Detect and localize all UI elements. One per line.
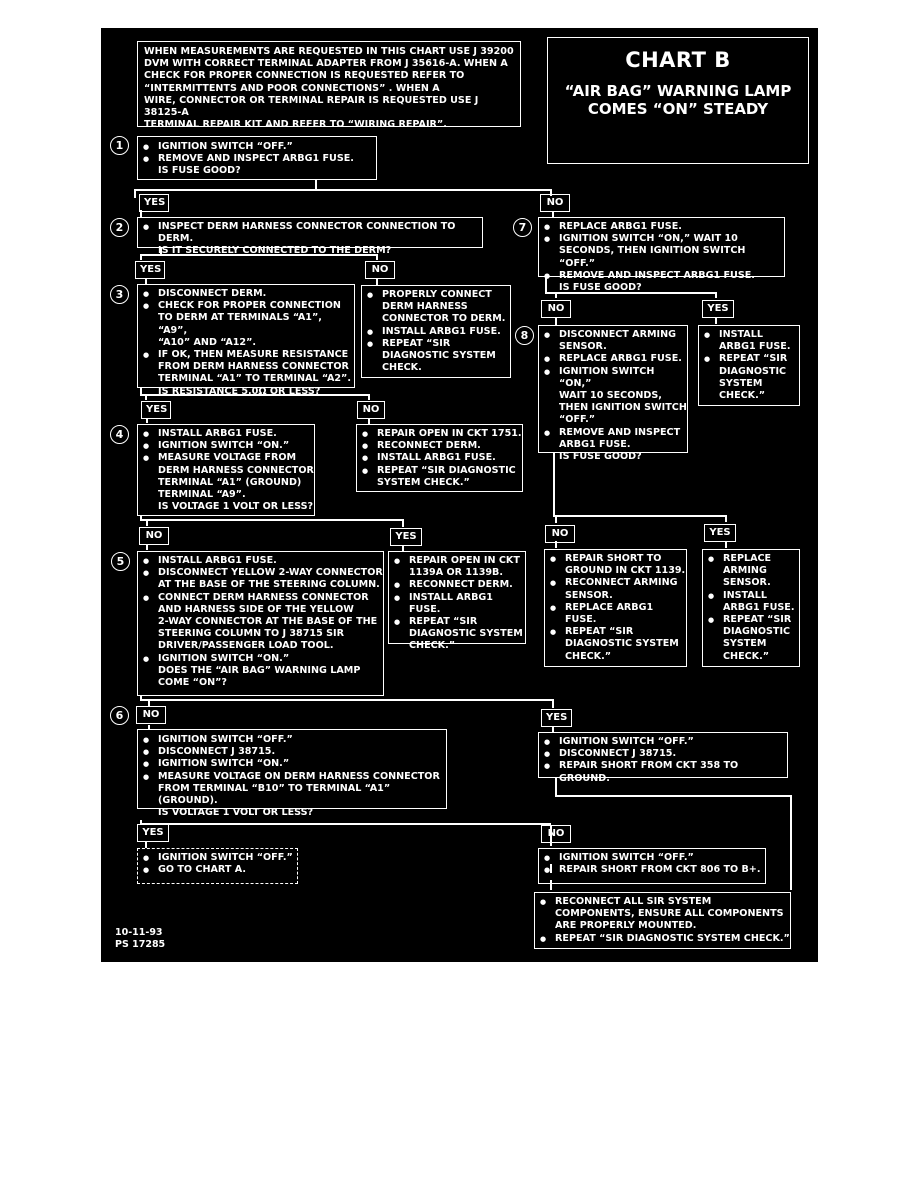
step-text-line: ● REPEAT “SIR <box>565 626 634 638</box>
step-bullet-item <box>138 221 482 258</box>
step-text-line: CHECK.” <box>723 650 770 662</box>
step-bullet-list <box>138 141 376 178</box>
step-text-line: ● RECONNECT ARMING <box>565 577 678 589</box>
step-text-line: TO DERM AT TERMINALS “A1”, “A9”, <box>158 312 322 336</box>
step-text-line: SENSOR. <box>723 577 771 589</box>
step-text-line: ● REPEAT “SIR DIAGNOSTIC SYSTEM CHECK.” <box>555 932 790 944</box>
step-bullet-item <box>357 465 522 489</box>
step-text-line: WAIT 10 SECONDS, <box>559 390 662 402</box>
step-text-line: GROUND IN CKT 1139. <box>565 565 686 577</box>
step-bullet-item <box>138 592 383 653</box>
step-text-line: DIAGNOSTIC <box>719 365 787 377</box>
step-bullet-list <box>703 553 799 663</box>
final-step-box <box>534 892 791 949</box>
intro-line: CHECK FOR PROPER CONNECTION IS REQUESTED REFER TO <box>144 70 465 82</box>
step-text-line: ● IGNITION SWITCH “ON.” <box>158 652 290 664</box>
step-bullet-item <box>539 760 787 784</box>
step-text-line: ● INSTALL ARBG1 FUSE. <box>158 428 277 439</box>
step-6-yes-box <box>137 848 298 884</box>
step-text-line: COMPONENTS, ENSURE ALL COMPONENTS <box>555 908 784 920</box>
step-bullet-list <box>539 329 687 463</box>
step-text-line: SYSTEM <box>723 638 767 650</box>
step-number-7: 7 <box>513 218 532 237</box>
step-text-line: SECONDS, THEN IGNITION SWITCH “OFF.” <box>559 245 746 269</box>
no-tag: NO <box>545 525 575 543</box>
step-bullet-item <box>389 579 525 591</box>
step-text-line: ● DISCONNECT J 38715. <box>559 748 677 760</box>
step-bullet-item <box>362 338 510 375</box>
step-bullet-list <box>545 553 686 663</box>
step-bullet-item <box>703 553 799 590</box>
step-bullet-list <box>539 852 765 876</box>
step-bullet-item <box>138 349 354 398</box>
step-text-line: “OFF.” <box>559 414 596 426</box>
step-text-line: ● REPEAT “SIR <box>719 353 788 365</box>
no-tag: NO <box>357 401 385 419</box>
footer-date: 10-11-93 <box>115 927 163 938</box>
step-bullet-item <box>389 555 525 579</box>
step-bullet-list <box>362 289 510 374</box>
step-text-line: ● REPAIR SHORT FROM CKT 806 TO B+. <box>559 864 761 876</box>
step-text-line: ● INSTALL ARBG1 FUSE. <box>377 452 496 464</box>
chart-subtitle-line2: COMES “ON” STEADY <box>587 100 769 118</box>
step-text-line: DIAGNOSTIC SYSTEM <box>565 638 679 650</box>
step-text-line: FROM TERMINAL “B10” TO TERMINAL “A1” (GROUND). <box>158 782 391 807</box>
step-bullet-item <box>357 428 522 440</box>
chart-title-box <box>547 37 809 164</box>
step-7-box <box>538 217 785 294</box>
yes-tag: YES <box>702 300 734 318</box>
step-bullet-item <box>539 427 687 464</box>
step-text-line: ● REPEAT “SIR <box>409 616 478 628</box>
step-text-line: ● MEASURE VOLTAGE FROM <box>158 452 297 464</box>
step-text-line: SYSTEM <box>719 377 763 389</box>
step-text-line: TERMINAL “A1” (GROUND) <box>158 476 302 488</box>
step-text-line: CHECK.” <box>409 640 456 652</box>
step-3-no-box <box>356 424 523 492</box>
step-bullet-item <box>389 616 525 653</box>
chart-subtitle-line1: “AIR BAG” WARNING LAMP <box>564 82 792 100</box>
step-text-line: ARBG1 FUSE. <box>559 438 631 450</box>
step-text-line: ● REPEAT “SIR DIAGNOSTIC <box>377 464 516 476</box>
step-text-line: ● REPEAT “SIR <box>382 337 451 349</box>
step-text-line: ● INSTALL <box>723 589 767 601</box>
step-text-line: ● IF OK, THEN MEASURE RESISTANCE <box>158 349 349 361</box>
yes-tag: YES <box>139 194 169 212</box>
step-text-line: ● IGNITION SWITCH “ON,” WAIT 10 <box>559 233 738 245</box>
step-text-line: ● IGNITION SWITCH “ON.” <box>158 440 290 452</box>
step-bullet-item <box>138 141 376 153</box>
step-bullet-item <box>535 933 790 945</box>
step-text-line: ARBG1 FUSE. <box>719 341 791 353</box>
step-bullet-item <box>539 329 687 353</box>
step-bullet-item <box>539 852 765 864</box>
step-bullet-item <box>362 289 510 326</box>
intro-line: WHEN MEASUREMENTS ARE REQUESTED IN THIS CHART USE J 39200 <box>144 46 514 57</box>
step-bullet-list <box>539 221 784 294</box>
step-text-line: 2-WAY CONNECTOR AT THE BASE OF THE <box>158 616 378 628</box>
step-text-line: ● INSTALL ARBG1 FUSE. <box>158 555 277 566</box>
step-text-line: ● MEASURE VOLTAGE ON DERM HARNESS CONNECTOR <box>158 770 440 782</box>
step-text-line: ● REPAIR OPEN IN CKT 1751. <box>377 428 522 439</box>
step-number-5: 5 <box>111 552 130 571</box>
step-text-line: ● PROPERLY CONNECT <box>382 289 492 300</box>
step-text-line: ● IGNITION SWITCH “OFF.” <box>559 852 694 863</box>
step-bullet-item <box>539 353 687 365</box>
step-text-line: IS IT SECURELY CONNECTED TO THE DERM? <box>158 245 392 257</box>
step-number-3: 3 <box>110 285 129 304</box>
step-text-line: CHECK.” <box>719 390 766 402</box>
step-text-line: SENSOR. <box>565 589 613 601</box>
step-bullet-item <box>138 153 376 177</box>
step-bullet-item <box>539 366 687 427</box>
no-tag: NO <box>136 706 166 724</box>
step-text-line: STEERING COLUMN TO J 38715 SIR <box>158 628 344 640</box>
step-bullet-item <box>138 452 314 513</box>
step-bullet-item <box>545 577 686 601</box>
step-bullet-item <box>545 553 686 577</box>
step-number-4: 4 <box>110 425 129 444</box>
step-bullet-item <box>703 590 799 614</box>
step-bullet-item <box>699 329 799 353</box>
yes-tag: YES <box>390 528 422 546</box>
step-text-line: ARBG1 FUSE. <box>723 601 795 613</box>
step-bullet-item <box>357 452 522 464</box>
step-text-line: ● REPLACE ARBG1 FUSE. <box>559 353 682 365</box>
step-bullet-list <box>138 221 482 258</box>
step-text-line: ● RECONNECT DERM. <box>409 579 513 591</box>
step-1-box <box>137 136 377 180</box>
step-bullet-item <box>539 233 784 270</box>
step-bullet-item <box>138 555 383 567</box>
step-text-line: ● RECONNECT ALL SIR SYSTEM <box>555 896 712 907</box>
footer-code: PS 17285 <box>115 939 166 950</box>
step-text-line: 1139A OR 1139B. <box>409 567 504 579</box>
step-bullet-item <box>138 771 446 820</box>
step-text-line: IS FUSE GOOD? <box>559 282 642 294</box>
yes-tag: YES <box>541 709 572 727</box>
step-4-box <box>137 424 315 516</box>
step-bullet-item <box>138 734 446 746</box>
step-bullet-item <box>138 428 314 440</box>
step-text-line: ● REMOVE AND INSPECT ARBG1 FUSE. <box>158 153 354 165</box>
no-tag: NO <box>540 194 570 212</box>
step-bullet-item <box>535 896 790 933</box>
step-5-yes-box <box>538 732 788 784</box>
step-text-line: SENSOR. <box>559 341 607 353</box>
step-bullet-item <box>138 852 297 864</box>
step-text-line: DERM HARNESS <box>382 301 468 313</box>
step-text-line: ● IGNITION SWITCH “OFF.” <box>559 736 694 747</box>
step-4-yes-box <box>388 551 526 652</box>
step-2-no-box <box>361 285 511 378</box>
step-text-line: ● IGNITION SWITCH “ON.” <box>158 758 290 770</box>
step-text-line: ● CHECK FOR PROPER CONNECTION <box>158 300 341 312</box>
step-text-line: DERM HARNESS CONNECTOR <box>158 464 314 476</box>
step-bullet-list <box>539 736 787 785</box>
step-number-8: 8 <box>515 326 534 345</box>
step-text-line: ● REPAIR OPEN IN CKT <box>409 555 520 566</box>
step-bullet-item <box>703 614 799 663</box>
step-text-line: SYSTEM CHECK.” <box>377 476 470 488</box>
step-bullet-item <box>138 567 383 591</box>
step-bullet-item <box>138 288 354 300</box>
step-text-line: IS VOLTAGE 1 VOLT OR LESS? <box>158 807 314 819</box>
step-text-line: ● REPLACE <box>723 553 772 564</box>
step-bullet-list <box>138 555 383 689</box>
step-text-line: DIAGNOSTIC <box>723 626 791 638</box>
step-number-2: 2 <box>110 218 129 237</box>
step-bullet-list <box>138 734 446 819</box>
step-text-line: FUSE. <box>565 614 597 626</box>
step-text-line: DRIVER/PASSENGER LOAD TOOL. <box>158 640 334 652</box>
step-text-line: ● DISCONNECT DERM. <box>158 288 267 299</box>
step-bullet-list <box>138 428 314 513</box>
step-8-yes-box <box>702 549 800 667</box>
no-tag: NO <box>365 261 395 279</box>
step-text-line: ● REPAIR SHORT TO <box>565 553 662 564</box>
no-tag: NO <box>139 527 169 545</box>
step-bullet-item <box>389 592 525 616</box>
step-bullet-list <box>138 852 297 876</box>
step-3-box <box>137 284 355 397</box>
step-text-line: ARE PROPERLY MOUNTED. <box>555 920 697 932</box>
step-text-line: ● REMOVE AND INSPECT ARBG1 FUSE. <box>559 269 755 281</box>
step-bullet-item <box>545 626 686 663</box>
step-text-line: DIAGNOSTIC SYSTEM <box>382 350 496 362</box>
step-bullet-list <box>389 555 525 653</box>
step-bullet-item <box>539 736 787 748</box>
step-text-line: ● INSTALL ARBG1 FUSE. <box>382 325 501 337</box>
step-7-yes-box <box>698 325 800 406</box>
step-text-line: ● DISCONNECT J 38715. <box>158 746 276 758</box>
step-text-line: AT THE BASE OF THE STEERING COLUMN. <box>158 579 380 591</box>
step-text-line: ● REPLACE ARBG1 <box>565 601 654 613</box>
intro-line: DVM WITH CORRECT TERMINAL ADAPTER FROM J 35616-A. WHEN A <box>144 58 508 70</box>
step-number-6: 6 <box>110 706 129 725</box>
step-text-line: TERMINAL “A9”. <box>158 489 246 501</box>
step-text-line: CONNECTOR TO DERM. <box>382 313 506 325</box>
step-bullet-item <box>539 864 765 876</box>
step-bullet-item <box>138 653 383 690</box>
chart-title: CHART B <box>625 48 731 72</box>
step-text-line: CHECK. <box>382 362 422 374</box>
step-text-line: COME “ON”? <box>158 677 227 689</box>
step-8-box <box>538 325 688 463</box>
step-bullet-list <box>699 329 799 402</box>
step-text-line: ● IGNITION SWITCH “ON,” <box>559 365 655 389</box>
step-bullet-item <box>138 300 354 349</box>
step-8-no-box <box>544 549 687 667</box>
intro-line: TERMINAL REPAIR KIT AND REFER TO “WIRING REPAIR”. <box>144 119 447 131</box>
step-text-line: ● REPEAT “SIR <box>723 614 792 626</box>
yes-tag: YES <box>137 824 169 842</box>
step-bullet-list <box>357 428 522 489</box>
step-text-line: ● RECONNECT DERM. <box>377 440 481 452</box>
step-bullet-item <box>539 748 787 760</box>
step-text-line: ● IGNITION SWITCH “OFF.” <box>158 734 293 745</box>
yes-tag: YES <box>704 524 736 542</box>
step-text-line: CHECK.” <box>565 650 612 662</box>
step-bullet-item <box>138 758 446 770</box>
step-text-line: ● INSPECT DERM HARNESS CONNECTOR CONNECTION TO DERM. <box>158 221 456 245</box>
step-number-1: 1 <box>110 136 129 155</box>
step-text-line: DOES THE “AIR BAG” WARNING LAMP <box>158 664 361 676</box>
yes-tag: YES <box>135 261 165 279</box>
step-text-line: ● IGNITION SWITCH “OFF.” <box>158 141 293 152</box>
step-text-line: ● REPLACE ARBG1 FUSE. <box>559 221 682 232</box>
step-6-no-box <box>538 848 766 884</box>
step-bullet-item <box>138 440 314 452</box>
step-bullet-item <box>138 864 297 876</box>
step-bullet-list <box>535 896 790 945</box>
step-2-box <box>137 217 483 257</box>
step-text-line: ● INSTALL ARBG1 FUSE. <box>409 591 493 615</box>
step-text-line: ● REMOVE AND INSPECT <box>559 426 681 438</box>
step-text-line: ● IGNITION SWITCH “OFF.” <box>158 852 293 863</box>
step-text-line: “A10” AND “A12”. <box>158 336 257 348</box>
step-bullet-item <box>545 602 686 626</box>
step-text-line: THEN IGNITION SWITCH <box>559 402 687 414</box>
intro-note <box>137 41 521 131</box>
step-bullet-item <box>699 353 799 402</box>
step-bullet-item <box>539 270 784 294</box>
step-text-line: ● REPAIR SHORT FROM CKT 358 TO GROUND. <box>559 760 739 784</box>
step-text-line: IS RESISTANCE 5.0Ω OR LESS? <box>158 385 321 397</box>
step-text-line: ● INSTALL <box>719 329 763 340</box>
step-text-line: TERMINAL “A1” TO TERMINAL “A2”. <box>158 373 351 385</box>
step-bullet-item <box>539 221 784 233</box>
no-tag: NO <box>541 300 571 318</box>
step-5-box <box>137 551 384 696</box>
step-bullet-item <box>138 746 446 758</box>
step-text-line: ● CONNECT DERM HARNESS CONNECTOR <box>158 591 369 603</box>
intro-line: WIRE, CONNECTOR OR TERMINAL REPAIR IS REQUESTED USE J 38125-A <box>144 94 479 119</box>
step-bullet-item <box>362 326 510 338</box>
step-bullet-list <box>138 288 354 398</box>
step-text-line: DIAGNOSTIC SYSTEM <box>409 628 523 640</box>
step-bullet-item <box>357 440 522 452</box>
step-text-line: AND HARNESS SIDE OF THE YELLOW <box>158 603 354 615</box>
step-text-line: ARMING <box>723 565 767 577</box>
step-text-line: IS FUSE GOOD? <box>559 451 642 463</box>
step-text-line: IS VOLTAGE 1 VOLT OR LESS? <box>158 501 314 513</box>
step-text-line: FROM DERM HARNESS CONNECTOR <box>158 361 349 373</box>
step-text-line: ● DISCONNECT YELLOW 2-WAY CONNECTOR <box>158 567 383 579</box>
step-6-box <box>137 729 447 819</box>
yes-tag: YES <box>141 401 171 419</box>
step-text-line: ● DISCONNECT ARMING <box>559 329 677 340</box>
intro-line: “INTERMITTENTS AND POOR CONNECTIONS” . WHEN A <box>144 82 440 94</box>
no-tag: NO <box>541 825 571 843</box>
step-text-line: IS FUSE GOOD? <box>158 165 241 177</box>
flowchart <box>101 28 818 962</box>
step-text-line: ● GO TO CHART A. <box>158 864 246 876</box>
